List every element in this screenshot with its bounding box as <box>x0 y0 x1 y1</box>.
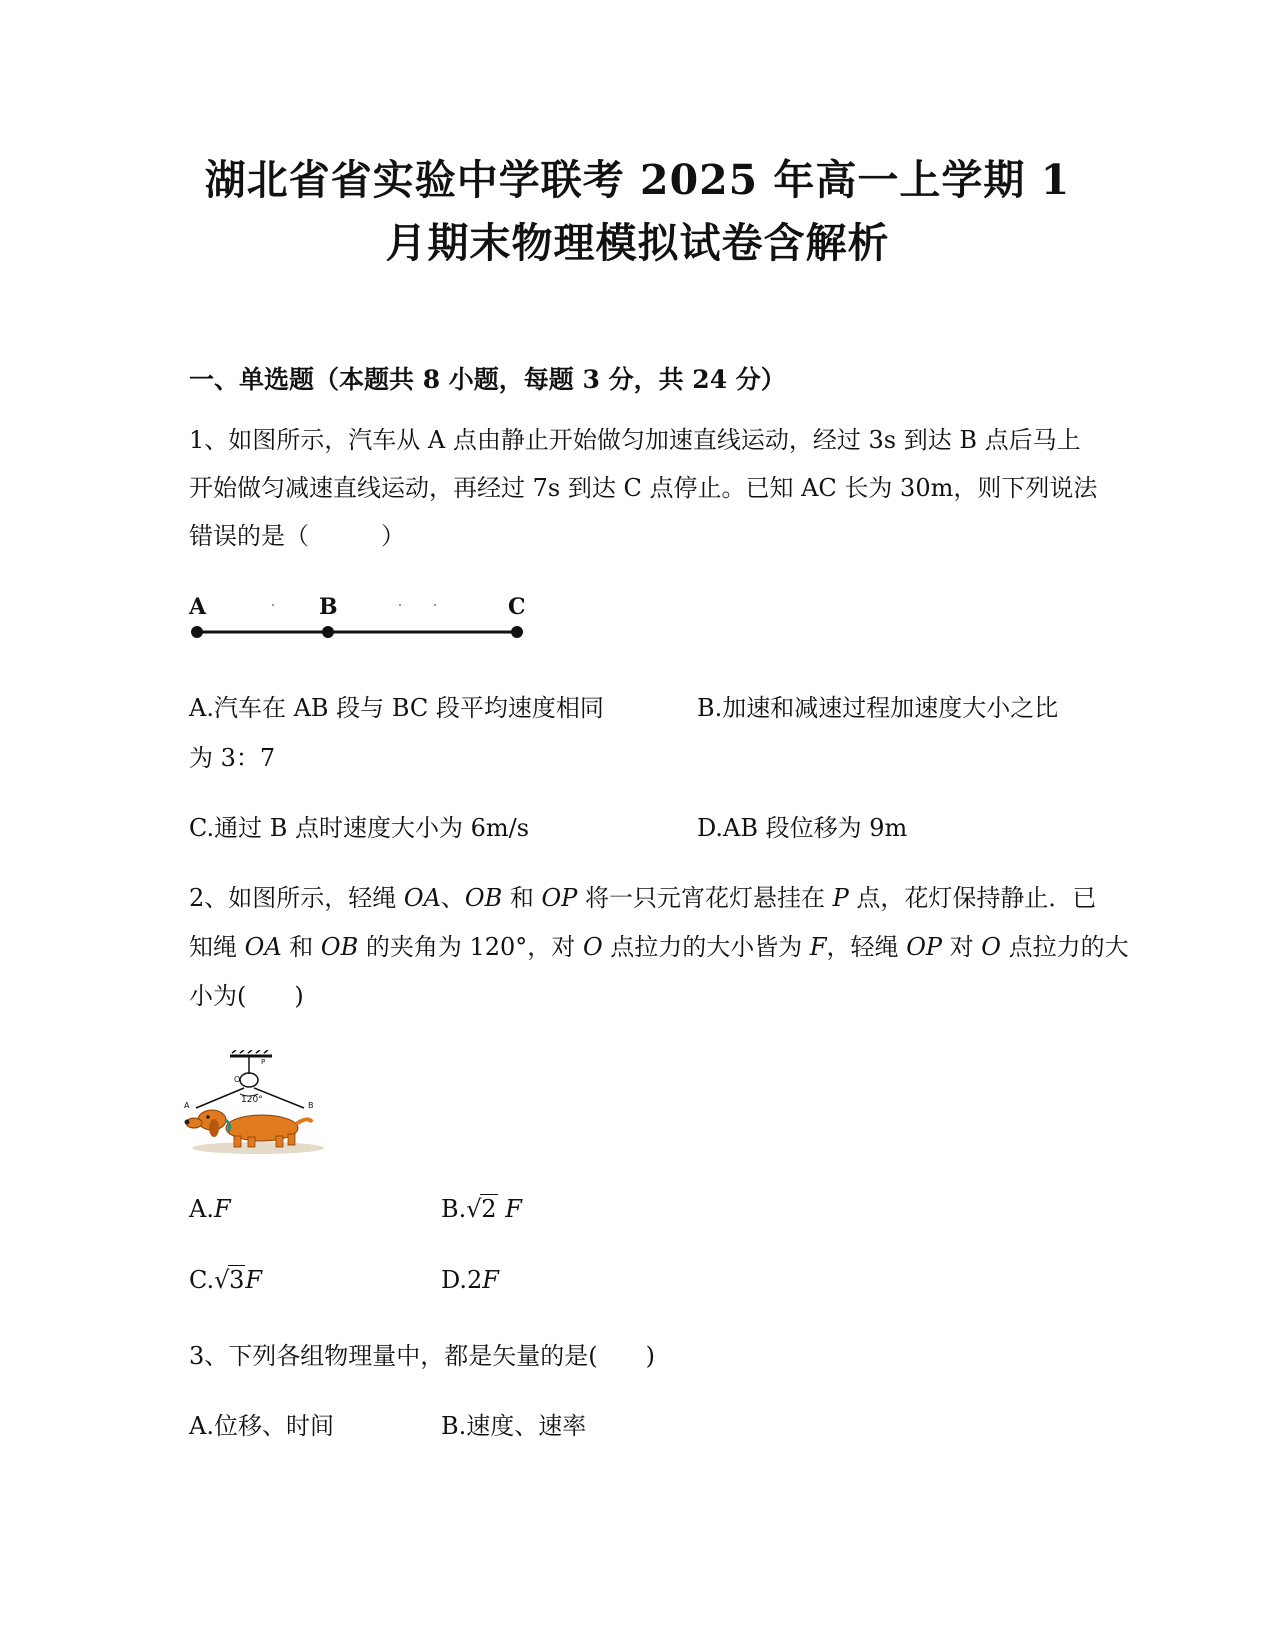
q3-option-b: B.速度、速率 <box>441 1412 587 1440</box>
q2-label-angle: 120° <box>241 1095 263 1105</box>
q1-stem-line-3: 错误的是（ ） <box>189 522 405 550</box>
sqrt-symbol: √ 3 <box>214 1266 245 1294</box>
q1-point-b <box>322 626 334 638</box>
q1-option-c: C.通过 B 点时速度大小为 6m/s <box>189 814 530 842</box>
document-title-line-2: 月期末物理模拟试卷含解析 <box>385 219 890 267</box>
q2-dog-lantern <box>185 1110 313 1147</box>
q2-label-a: A <box>184 1101 190 1110</box>
q2-lantern-figure <box>182 1050 327 1160</box>
q1-option-a: A.汽车在 AB 段与 BC 段平均速度相同 <box>189 694 604 722</box>
sqrt-symbol: √ 2 <box>466 1195 497 1223</box>
q2-stem-line-1: 2、如图所示，轻绳 OA、OB 和 OP 将一只元宵花灯悬挂在 P 点，花灯保持静止．已 <box>189 884 1097 912</box>
q1-label-b: B <box>319 594 338 620</box>
q1-point-c <box>511 626 523 638</box>
q2-option-c: C. √ 3F <box>189 1266 263 1294</box>
q2-label-p: P <box>261 1058 266 1066</box>
q2-stem-line-2: 知绳 OA 和 OB 的夹角为 120°，对 O 点拉力的大小皆为 F，轻绳 OP 对 O 点拉力的大 <box>189 933 1129 961</box>
q1-label-a: A <box>189 594 207 620</box>
q2-label-o: O <box>234 1075 241 1084</box>
document-title-line-1: 湖北省省实验中学联考 2025 年高一上学期 1 <box>204 156 1071 204</box>
q1-label-c: C <box>508 594 526 620</box>
q2-option-d: D.2F <box>441 1266 499 1294</box>
q2-label-b: B <box>308 1101 314 1110</box>
q1-stem-line-1: 1、如图所示，汽车从 A 点由静止开始做匀加速直线运动，经过 3s 到达 B 点后马上 <box>189 426 1081 454</box>
q1-point-a <box>191 626 203 638</box>
q2-rope-oa <box>196 1088 244 1108</box>
q3-stem-line-1: 3、下列各组物理量中，都是矢量的是( ) <box>189 1342 655 1370</box>
q1-segment-figure <box>185 590 530 650</box>
q1-option-b: B.加速和减速过程加速度大小之比 <box>697 694 1059 722</box>
q1-option-d: D.AB 段位移为 9m <box>697 814 908 842</box>
q2-stem-line-3: 小为( ) <box>189 982 304 1010</box>
q2-option-a: A.F <box>189 1195 231 1223</box>
q1-stem-line-2: 开始做匀减速直线运动，再经过 7s 到达 C 点停止。已知 AC 长为 30m，则下列说法 <box>189 474 1098 502</box>
q3-option-a: A.位移、时间 <box>189 1412 334 1440</box>
q1-option-a-continued: 为 3：7 <box>189 744 276 772</box>
section-heading-single-choice: 一、单选题（本题共 8 小题，每题 3 分，共 24 分） <box>189 365 786 394</box>
q2-option-b: B. √ 2 F <box>441 1195 522 1223</box>
